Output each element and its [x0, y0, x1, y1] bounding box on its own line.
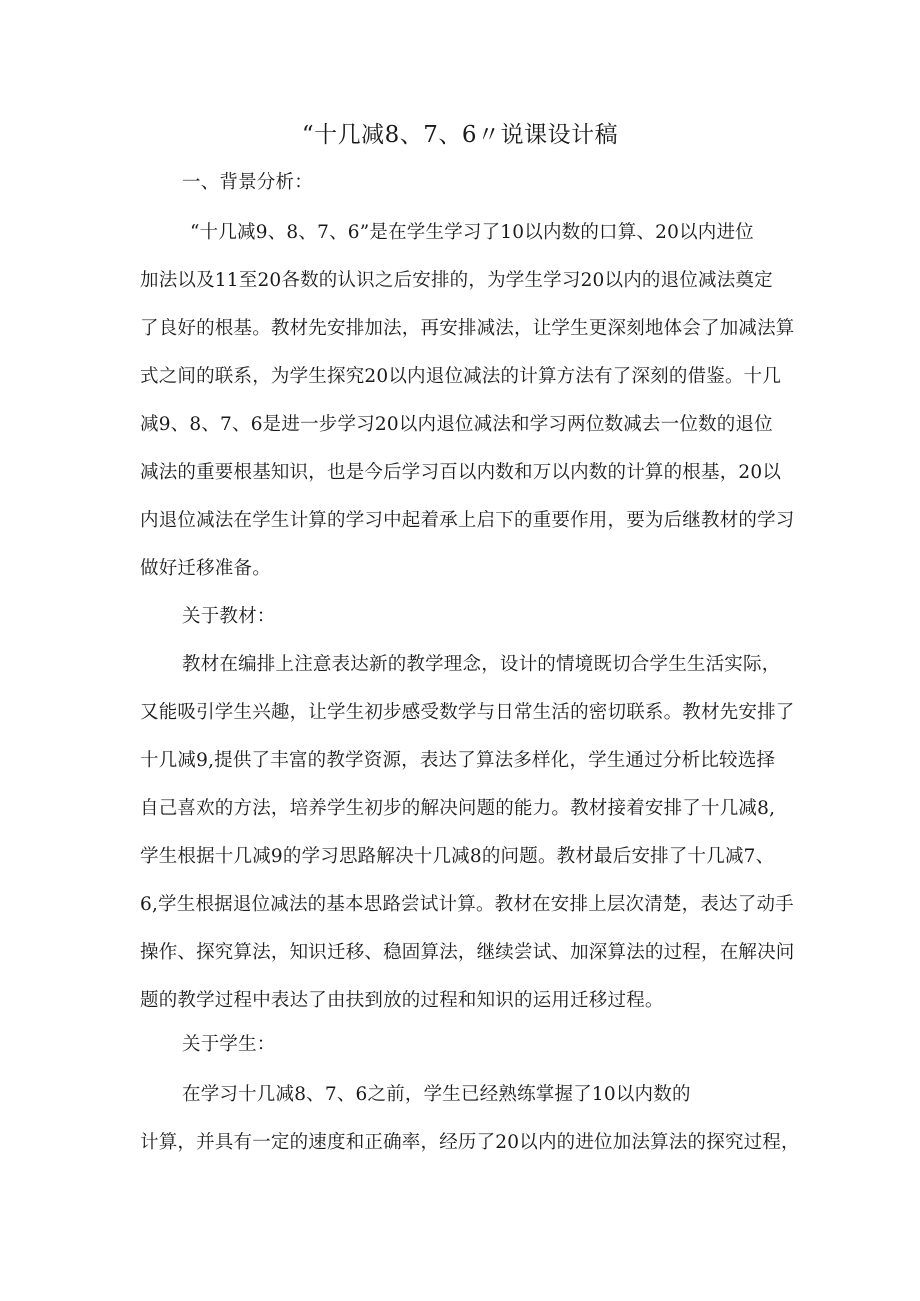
paragraph-line: 自己喜欢的方法，培养学生初步的解决问题的能力。教材接着安排了十几减8, — [140, 798, 776, 819]
paragraph-line: 减法的重要根基知识，也是今后学习百以内数和万以内数的计算的根基，20以 — [140, 462, 782, 483]
section-heading-background: 一、背景分析： — [182, 172, 313, 193]
paragraph-line: 题的教学过程中表达了由扶到放的过程和知识的运用迁移过程。 — [140, 990, 664, 1011]
paragraph-line: “十几减9、8、7、6”是在学生学习了10以内数的口算、20以内进位 — [190, 222, 754, 243]
paragraph-line: 内退位减法在学生计算的学习中起着承上启下的重要作用，要为后继教材的学习 — [140, 510, 795, 531]
paragraph-line: 教材在编排上注意表达新的教学理念，设计的情境既切合学生生活实际， — [182, 654, 781, 675]
paragraph-line: 在学习十几减8、7、6之前，学生已经熟练掌握了10以内数的 — [182, 1084, 691, 1105]
paragraph-line: 学生根据十几减9的学习思路解决十几减8的问题。教材最后安排了十几减7、 — [140, 846, 775, 867]
paragraph-line: 又能吸引学生兴趣，让学生初步感受数学与日常生活的密切联系。教材先安排了 — [140, 702, 795, 723]
paragraph-line: 6,学生根据退位减法的基本思路尝试计算。教材在安排上层次清楚，表达了动手 — [140, 894, 794, 915]
paragraph-line: 操作、探究算法，知识迁移、稳固算法，继续尝试、加深算法的过程，在解决问 — [140, 942, 795, 963]
paragraph-line: 式之间的联系，为学生探究20以内退位减法的计算方法有了深刻的借鉴。十几 — [140, 366, 782, 387]
paragraph-line: 计算，并具有一定的速度和正确率，经历了20以内的进位加法算法的探究过程， — [140, 1132, 800, 1153]
section-heading-textbook: 关于教材： — [182, 606, 276, 627]
paragraph-line: 了良好的根基。教材先安排加法，再安排减法，让学生更深刻地体会了加减法算 — [140, 318, 795, 339]
paragraph-line: 十几减9,提供了丰富的教学资源，表达了算法多样化，学生通过分析比较选择 — [140, 750, 776, 771]
paragraph-line: 减9、8、7、6是进一步学习20以内退位减法和学习两位数减去一位数的退位 — [140, 414, 773, 435]
paragraph-line: 做好迁移准备。 — [140, 558, 271, 579]
paragraph-line: 加法以及11至20各数的认识之后安排的，为学生学习20以内的退位减法奠定 — [140, 270, 773, 291]
document-title: “十几减8、7、6〃说课设计稿 — [301, 122, 619, 148]
section-heading-students: 关于学生： — [182, 1034, 276, 1055]
